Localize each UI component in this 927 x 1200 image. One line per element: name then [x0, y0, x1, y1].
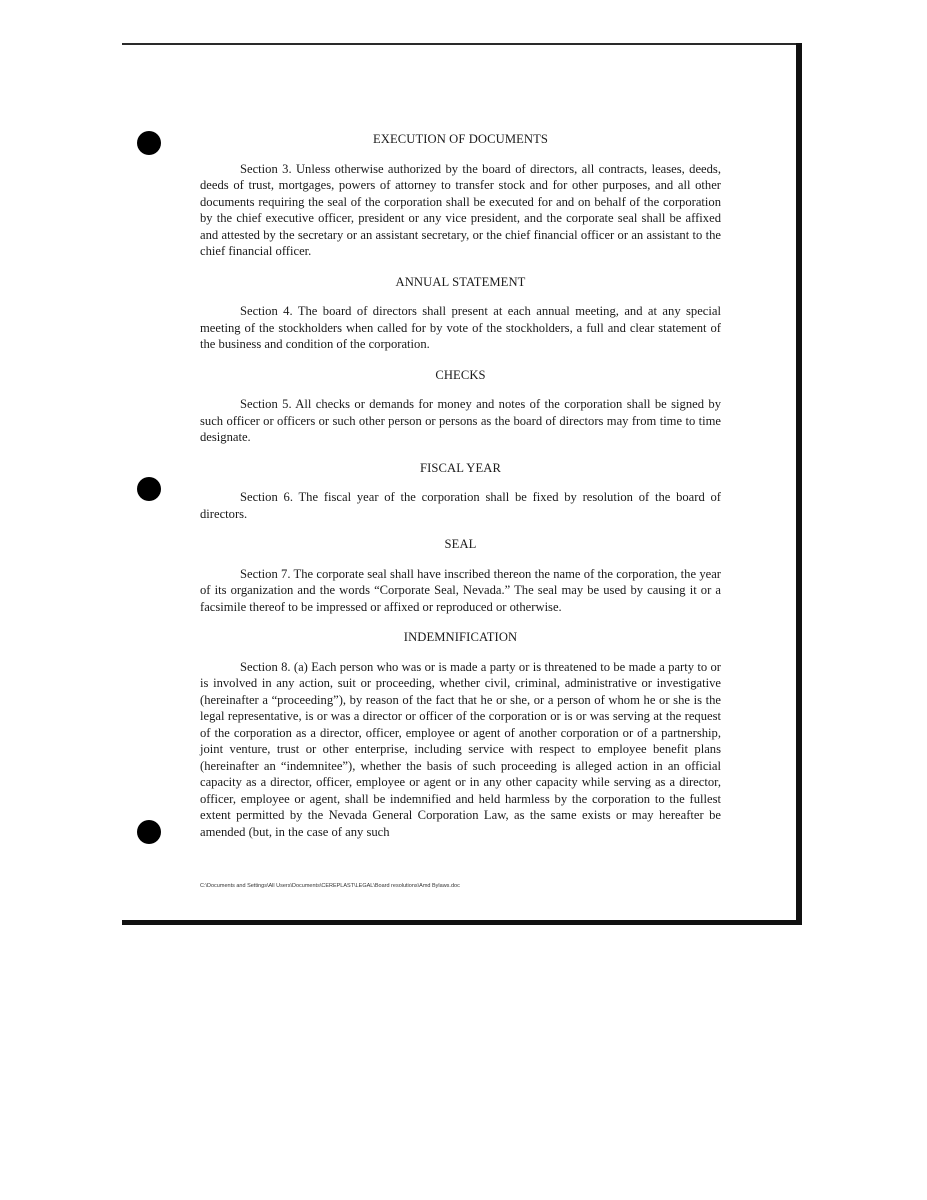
section-7-text: Section 7. The corporate seal shall have inscribed thereon the name of the corporation, the year of its organization and the words “Corporate Seal, Nevada.” The seal may be used by causing it or a facsimile thereof to be impressed or affixed or reproduced or otherwise. [200, 566, 721, 614]
document-body [200, 131, 721, 854]
page-right-border [796, 43, 802, 925]
section-heading-seal: SEAL [444, 537, 477, 551]
section-8-text: Section 8. (a) Each person who was or is made a party or is threatened to be made a party to or is involved in any action, suit or proceeding, whether civil, criminal, administrative or investigative (hereinafter a “proceeding”), by reason of the fact that he or she, or a person of whom he or she is the legal representative, is or was a director or officer of the corporation or is or was serving at the request of the corporation as a director, officer, employee or agent of another corporation or of a partnership, joint venture, trust or other enterprise, including service with respect to employee benefit plans (hereinafter an “indemnitee”), whether the basis of such proceeding is alleged action in an official capacity as a director, officer, employee or agent or in any other capacity while serving as a director, officer, employee or agent, shall be indemnified and held harmless by the corporation to the fullest extent permitted by the Nevada General Corporation Law, as the same exists or may hereafter be amended (but, in the case of any such [200, 659, 721, 839]
punch-hole [137, 820, 161, 844]
section-heading-annual-statement: ANNUAL STATEMENT [395, 274, 526, 289]
section-4-text: Section 4. The board of directors shall present at each annual meeting, and at any special meeting of the stockholders when called for by vote of the stockholders, a full and clear statement of the business and condition of the corporation. [200, 304, 721, 351]
section-6-text: Section 6. The fiscal year of the corporation shall be fixed by resolution of the board of directors. [200, 490, 721, 521]
section-5-text: Section 5. All checks or demands for money and notes of the corporation shall be signed by such officer or officers or such other person or persons as the board of directors may from time to time designate. [200, 397, 721, 444]
section-heading-fiscal-year: FISCAL YEAR [420, 460, 501, 475]
section-heading-execution: EXECUTION OF DOCUMENTS [372, 132, 548, 146]
section-heading-indemnification: INDEMNIFICATION [403, 630, 518, 644]
punch-hole [137, 477, 161, 501]
footer-file-path: C:\Documents and Settings\All Users\Documents\CEREPLAST\LEGAL\Board resolutions\Amd Bylaws.doc [200, 883, 460, 889]
section-heading-checks: CHECKS [435, 367, 486, 382]
section-3-text: Section 3. Unless otherwise authorized by the board of directors, all contracts, leases, deeds, deeds of trust, mortgages, powers of attorney to transfer stock and for other purposes, and all other documents requiring the seal of the corporation shall be executed for and on behalf of the corporation by the chief executive officer, president or any vice president, and the corporate seal shall be affixed and attested by the secretary or an assistant secretary, or the chief financial officer or an assistant to the chief financial officer. [200, 161, 721, 258]
page-bottom-border [122, 920, 802, 925]
page-top-border [122, 43, 800, 45]
punch-hole [137, 131, 161, 155]
